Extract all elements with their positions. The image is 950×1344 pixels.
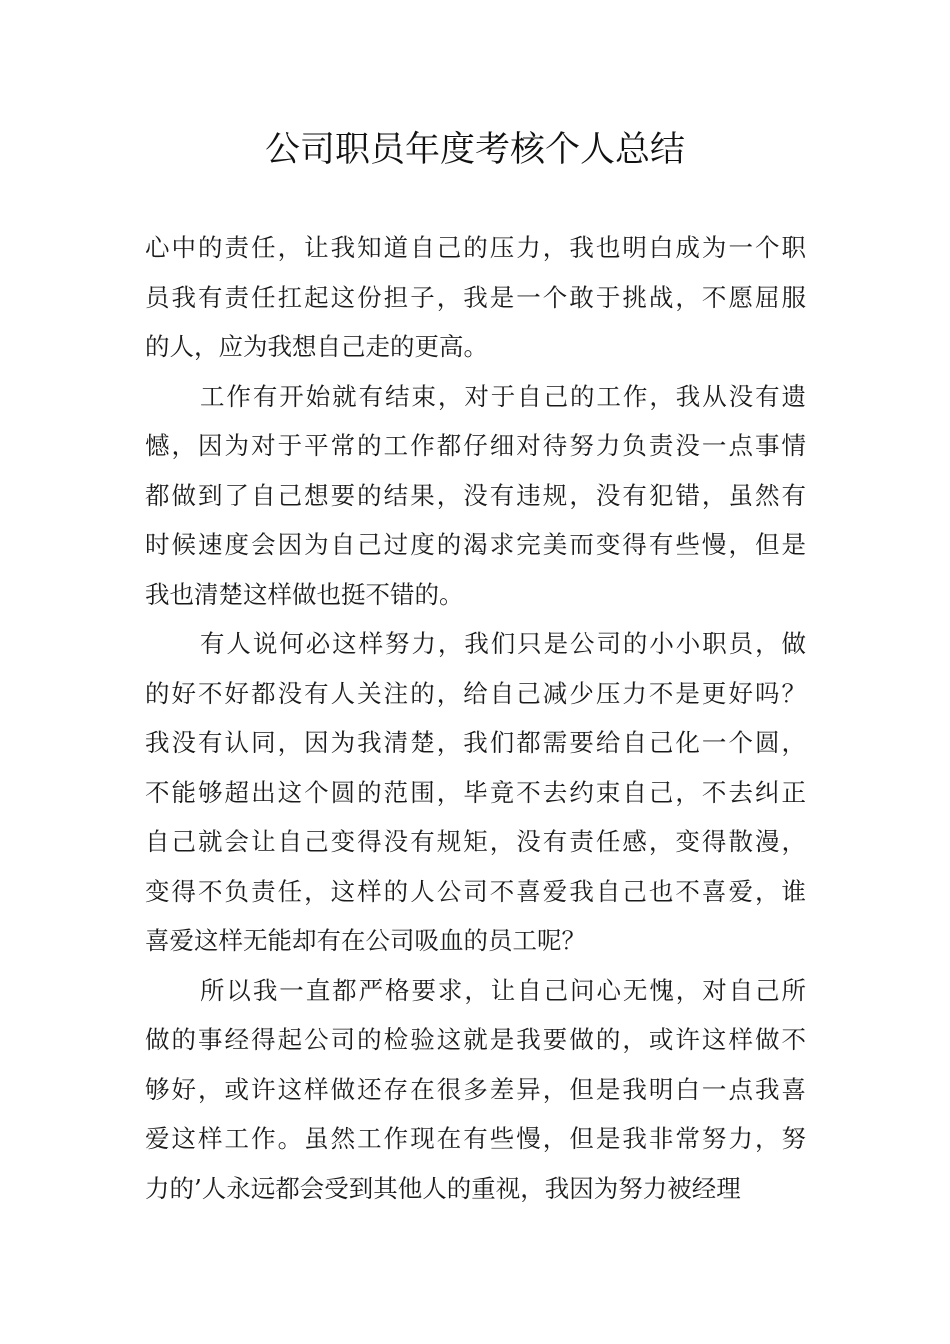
document-title: 公司职员年度考核个人总结: [264, 130, 685, 170]
paragraph-line: 都做到了自己想要的结果，没有违规，没有犯错，虽然有: [145, 480, 806, 510]
paragraph-line: 有人说何必这样努力，我们只是公司的小小职员，做: [200, 629, 806, 658]
paragraph-line: 自己就会让自己变得没有规矩，没有责任感，变得散漫，: [145, 827, 806, 856]
paragraph-line: 我没有认同，因为我清楚，我们都需要给自己化一个圆，: [145, 728, 806, 757]
paragraph-line: 做的事经得起公司的检验这就是我要做的，或许这样做不: [145, 1025, 806, 1054]
paragraph-line: 变得不负责任，这样的人公司不喜爱我自己也不喜爱，谁: [145, 876, 806, 906]
body-paragraph: [145, 619, 806, 966]
paragraph-line: 够好，或许这样做还存在很多差异，但是我明白一点我喜: [145, 1074, 806, 1104]
paragraph-line: 爱这样工作。虽然工作现在有些慢，但是我非常努力，努: [145, 1124, 806, 1153]
paragraph-line: 不能够超出这个圆的范围，毕竟不去约束自己，不去纠正: [145, 777, 806, 807]
body-paragraph: [145, 966, 806, 1214]
paragraph-line: 憾，因为对于平常的工作都仔细对待努力负责没一点事情: [145, 431, 806, 460]
document-body: [145, 223, 806, 1213]
paragraph-line: 的人，应为我想自己走的更高。: [145, 332, 488, 361]
paragraph-line: 我也清楚这样做也挺不错的。: [145, 579, 464, 609]
paragraph-line: 心中的责任，让我知道自己的压力，我也明白成为一个职: [145, 233, 806, 262]
paragraph-line: 喜爱这样无能却有在公司吸血的员工呢？: [145, 926, 586, 955]
paragraph-line: 员我有责任扛起这份担子，我是一个敢于挑战，不愿屈服: [145, 282, 806, 312]
paragraph-line: 工作有开始就有结束，对于自己的工作，我从没有遗: [200, 381, 806, 411]
paragraph-line: 的好不好都没有人关注的，给自己减少压力不是更好吗？: [145, 678, 806, 708]
body-paragraph: [145, 372, 806, 620]
paragraph-line: 所以我一直都严格要求，让自己问心无愧，对自己所: [200, 975, 806, 1005]
paragraph-line: 力的’人永远都会受到其他人的重视，我因为努力被经理: [145, 1173, 741, 1203]
body-paragraph: [145, 223, 806, 372]
paragraph-line: 时候速度会因为自己过度的渴求完美而变得有些慢，但是: [145, 530, 806, 559]
